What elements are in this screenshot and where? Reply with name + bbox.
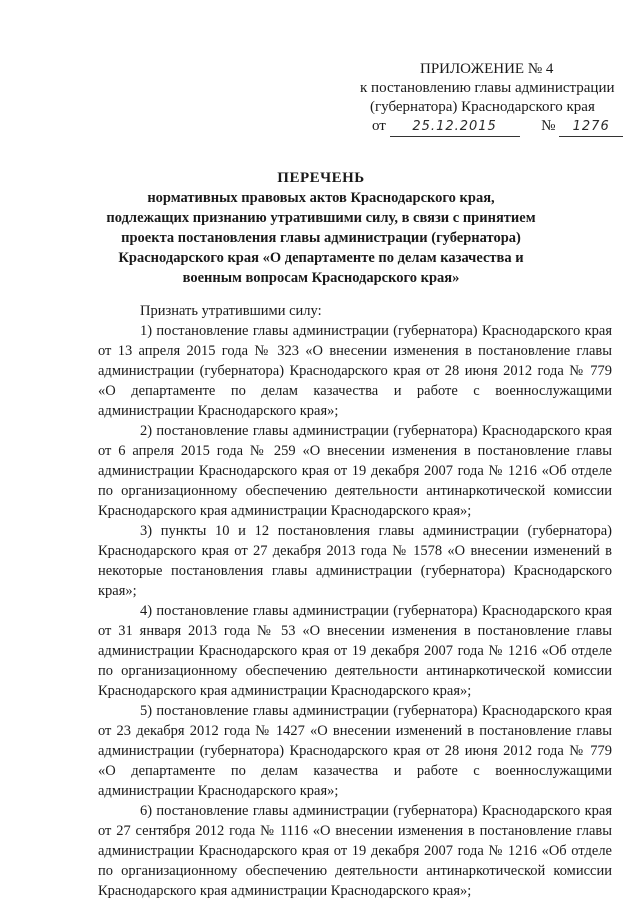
document-body [98,301,612,901]
title-main: ПЕРЕЧЕНЬ [277,170,365,186]
title-line: проекта постановления главы администрации (губернатора) [121,230,521,246]
list-item: 4) постановление главы администрации (губернатора) Краснодарского края от 31 января 2013 года № 53 «О внесении изменения в постановление главы администрации Краснодарского края от 19 декабря 2007 года № 1216 «Об отделе по организационному обеспечению деятельности антинаркотической комиссии Краснодарского края администрации Краснодарского края»; [98,603,612,699]
title-line: Краснодарского края «О департаменте по делам казачества и [118,250,524,266]
title-line: подлежащих признанию утратившими силу, в связи с принятием [106,210,536,226]
title-line: военным вопросам Краснодарского края» [182,270,460,286]
list-item: 6) постановление главы администрации (губернатора) Краснодарского края от 27 сентября 2012 года № 1116 «О внесении изменения в постановление главы администрации Краснодарского края от 19 декабря 2007 года № 1216 «Об отделе по организационному обеспечению деятельности антинаркотической комиссии Краснодарского края администрации Краснодарского края»; [98,803,612,899]
appendix-line-1: к постановлению главы администрации [360,80,615,96]
title-line: нормативных правовых актов Краснодарского края, [147,190,495,206]
list-item: 3) пункты 10 и 12 постановления главы администрации (губернатора) Краснодарского края от 27 декабря 2013 года № 1578 «О внесении изменений в некоторые постановления главы администрации (губернатора) Краснодарского края»; [98,523,612,599]
list-item: 1) постановление главы администрации (губернатора) Краснодарского края от 13 апреля 2015 года № 323 «О внесении изменения в постановление главы администрации (губернатора) Краснодарского края от 28 июня 2012 года № 779 «О департаменте по делам казачества и работе с военнослужащими администрации Краснодарского края»; [98,323,612,419]
number-prefix: № [541,118,556,134]
intro-text: Признать утратившими силу: [140,303,322,319]
handwritten-number: 1276 [559,117,623,137]
handwritten-date: 25.12.2015 [390,117,520,137]
appendix-date-row [372,117,623,137]
date-prefix: от [372,118,386,134]
document-title [90,168,552,288]
appendix-line-2: (губернатора) Краснодарского края [370,99,595,115]
list-item: 5) постановление главы администрации (губернатора) Краснодарского края от 23 декабря 2012 года № 1427 «О внесении изменений в постановление главы администрации (губернатора) Краснодарского края от 28 июня 2012 года № 779 «О департаменте по делам казачества и работе с военнослужащими администрации Краснодарского края»; [98,703,612,799]
list-item: 2) постановление главы администрации (губернатора) Краснодарского края от 6 апреля 2015 года № 259 «О внесении изменения в постановление главы администрации Краснодарского края от 19 декабря 2007 года № 1216 «Об отделе по организационному обеспечению деятельности антинаркотической комиссии Краснодарского края администрации Краснодарского края»; [98,423,612,519]
appendix-label: ПРИЛОЖЕНИЕ № 4 [420,61,554,77]
